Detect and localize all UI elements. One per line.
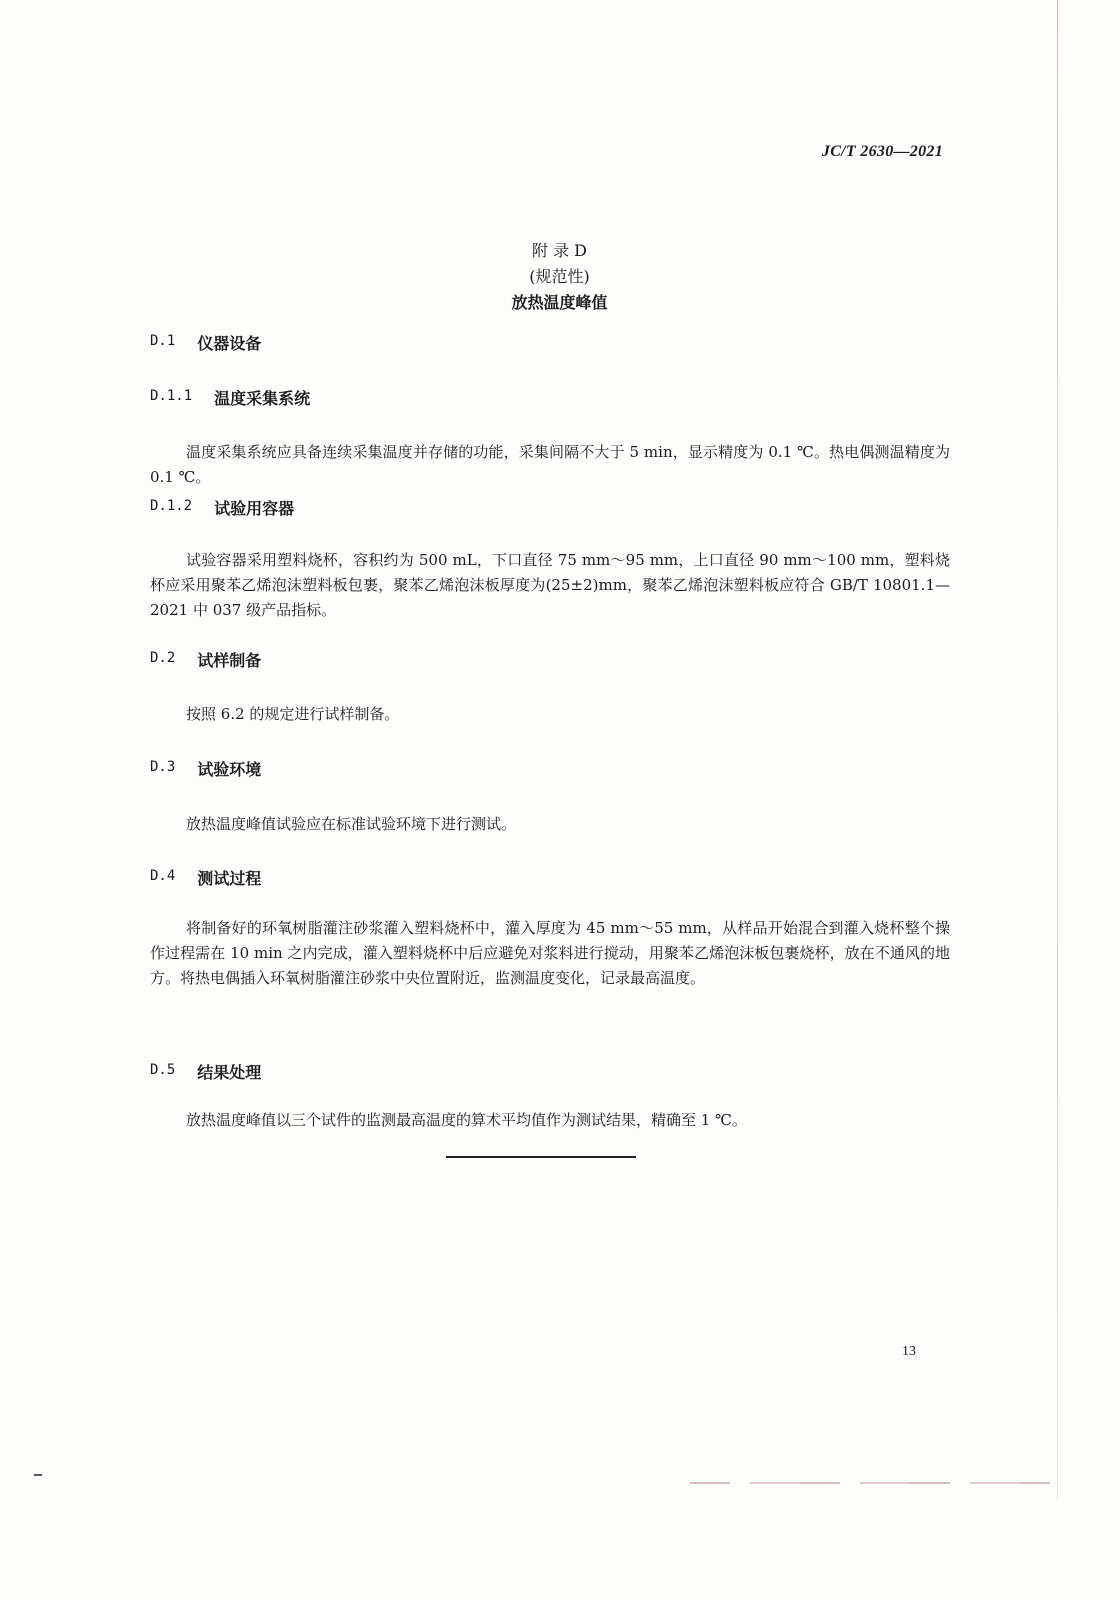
section-d4 (150, 866, 950, 889)
section-paragraph: 按照 6.2 的规定进行试样制备。 (186, 705, 400, 723)
end-of-document-rule (446, 1156, 636, 1158)
section-paragraph: 试验容器采用塑料烧杯，容积约为 500 mL，下口直径 75 mm～95 mm，上口直径 90 mm～100 mm，塑料烧杯应采用聚苯乙烯泡沫塑料板包裹，聚苯乙烯泡沫板厚度为(25±2)mm，聚苯乙烯泡沫塑料板应符合 GB/T 10801.1—2021 中 037 级产品指标。 (150, 551, 950, 619)
section-paragraph: 放热温度峰值试验应在标准试验环境下进行测试。 (186, 815, 517, 833)
appendix-nature: (规范性) (529, 267, 590, 286)
section-number: D.5 (150, 1062, 176, 1078)
section-title: 测试过程 (197, 869, 262, 888)
section-d1-1 (150, 386, 950, 409)
section-heading (150, 386, 950, 409)
section-title: 结果处理 (197, 1063, 262, 1082)
scan-bottom-mark (690, 1482, 1050, 1484)
section-heading (150, 757, 950, 780)
appendix-title: 放热温度峰值 (511, 293, 608, 312)
section-heading (150, 866, 950, 889)
standard-code: JC/T 2630—2021 (821, 143, 943, 160)
section-number: D.1.2 (150, 498, 193, 514)
section-number: D.3 (150, 759, 176, 775)
section-d5 (150, 1060, 950, 1083)
section-paragraph: 温度采集系统应具备连续采集温度并存储的功能，采集间隔不大于 5 min，显示精度为 0.1 ℃。热电偶测温精度为 0.1 ℃。 (150, 443, 950, 486)
appendix-label: 附 录 D (531, 241, 587, 260)
section-paragraph: 放热温度峰值以三个试件的监测最高温度的算术平均值作为测试结果，精确至 1 ℃。 (186, 1111, 747, 1129)
section-d1-1-body (150, 440, 950, 490)
section-d3 (150, 757, 950, 780)
section-d3-body (150, 812, 950, 837)
section-title: 试验环境 (197, 760, 262, 779)
section-d2-body (150, 702, 950, 727)
section-d4-body (150, 916, 950, 991)
section-number: D.1.1 (150, 388, 193, 404)
section-heading (150, 648, 950, 671)
section-title: 温度采集系统 (214, 389, 311, 408)
page-number: 13 (902, 1344, 916, 1359)
section-heading (150, 1060, 950, 1083)
section-d2 (150, 648, 950, 671)
section-heading (150, 496, 950, 519)
section-paragraph: 将制备好的环氧树脂灌注砂浆灌入塑料烧杯中，灌入厚度为 45 mm～55 mm，从样品开始混合到灌入烧杯整个操作过程需在 10 min 之内完成，灌入塑料烧杯中后应避免对浆料进行搅动，用聚苯乙烯泡沫板包裹烧杯，放在不通风的地方。将热电偶插入环氧树脂灌注砂浆中央位置附近，监测温度变化，记录最高温度。 (150, 919, 950, 987)
section-number: D.1 (150, 333, 176, 349)
section-title: 仪器设备 (197, 334, 262, 353)
scan-edge-mark (1057, 0, 1058, 1500)
section-d5-body (150, 1108, 950, 1133)
section-d1-2 (150, 496, 950, 519)
appendix-heading (0, 238, 1119, 316)
section-d1-2-body (150, 548, 950, 623)
section-number: D.2 (150, 650, 176, 666)
section-d1 (150, 331, 950, 354)
section-title: 试验用容器 (214, 499, 295, 518)
section-number: D.4 (150, 868, 176, 884)
section-title: 试样制备 (197, 651, 262, 670)
scan-left-mark (34, 1474, 42, 1476)
section-heading (150, 331, 950, 354)
